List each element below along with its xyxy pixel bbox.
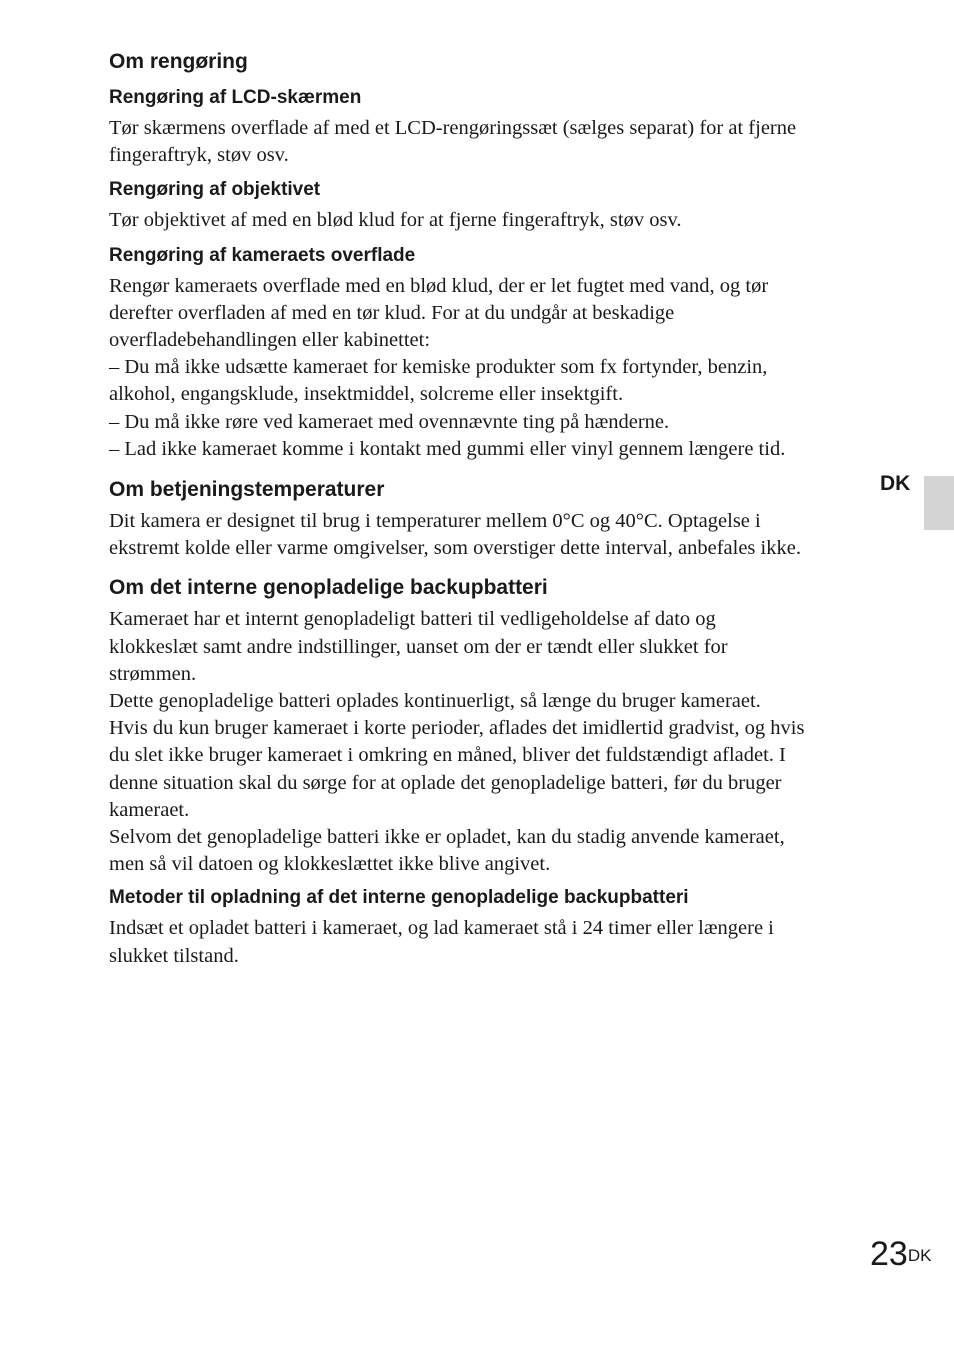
text-line: Dette genopladelige batteri oplades kontinuerligt, så længe du bruger kameraet. [109,690,761,713]
language-side-tab [924,476,954,530]
text-line: fingeraftryk, støv osv. [109,144,289,167]
text-line: overfladebehandlingen eller kabinettet: [109,329,431,352]
text-line: strømmen. [109,662,197,685]
text-line: ekstremt kolde eller varme omgivelser, som overstiger dette interval, anbefales ikke. [109,537,801,560]
text-line: Indsæt et opladet batteri i kameraet, og lad kameraet stå i 24 timer eller længere i [109,917,774,940]
paragraph-charging [109,915,869,969]
page-content [109,48,869,970]
text-line: Hvis du kun bruger kameraet i korte perioder, aflades det imidlertid gradvist, og hvis [109,717,805,740]
text-line: – Lad ikke kameraet komme i kontakt med gummi eller vinyl gennem længere tid. [109,437,786,460]
page-number-value: 23 [870,1235,908,1273]
text-line: derefter overfladen af med en tør klud. For at du undgår at beskadige [109,301,675,324]
section-title-battery: Om det interne genopladelige backupbatteri [109,576,548,600]
text-line: du slet ikke bruger kameraet i omkring en måned, bliver det fuldstændigt afladet. I [109,744,786,767]
text-line: – Du må ikke røre ved kameraet med ovennævnte ting på hænderne. [109,410,670,433]
text-line: – Du må ikke udsætte kameraet for kemiske produkter som fx fortynder, benzin, [109,356,768,379]
paragraph-temperature [109,508,869,562]
page-number [870,1234,931,1274]
page-number-suffix: DK [907,1246,932,1265]
paragraph-battery [109,606,869,878]
text-line: denne situation skal du sørge for at oplade det genopladelige batteri, før du bruger [109,771,782,794]
subheading-charging: Metoder til opladning af det interne genopladelige backupbatteri [109,887,689,909]
bullet-item-rubber [109,436,869,463]
text-line: slukket tilstand. [109,944,239,967]
text-line: Tør skærmens overflade af med et LCD-rengøringssæt (sælges separat) for at fjerne [109,117,797,139]
text-line: men så vil datoen og klokkeslættet ikke blive angivet. [109,853,551,876]
text-line: kameraet. [109,798,190,821]
text-line: klokkeslæt samt andre indstillinger, uanset om der er tændt eller slukket for [109,635,728,658]
subheading-lcd: Rengøring af LCD-skærmen [109,87,362,108]
text-line: Dit kamera er designet til brug i temperaturer mellem 0°C og 40°C. Optagelse i [109,510,761,533]
text-line: Tør objektivet af med en blød klud for at fjerne fingeraftryk, støv osv. [109,209,682,232]
paragraph-lens [109,207,869,234]
section-title-cleaning: Om rengøring [109,50,248,73]
subheading-lens: Rengøring af objektivet [109,179,321,201]
subheading-surface: Rengøring af kameraets overflade [109,244,416,266]
text-line: Rengør kameraets overflade med en blød klud, der er let fugtet med vand, og tør [109,274,769,297]
paragraph-surface [109,273,869,355]
section-title-temperature: Om betjeningstemperaturer [109,478,385,502]
text-line: Selvom det genopladelige batteri ikke er opladet, kan du stadig anvende kameraet, [109,826,785,849]
language-label: DK [880,472,911,495]
bullet-item-chemicals [109,354,869,408]
paragraph-lcd [109,115,869,169]
bullet-item-touch [109,409,869,436]
text-line: alkohol, engangsklude, insektmiddel, solcreme eller insektgift. [109,383,624,406]
text-line: Kameraet har et internt genopladeligt batteri til vedligeholdelse af dato og [109,608,716,631]
